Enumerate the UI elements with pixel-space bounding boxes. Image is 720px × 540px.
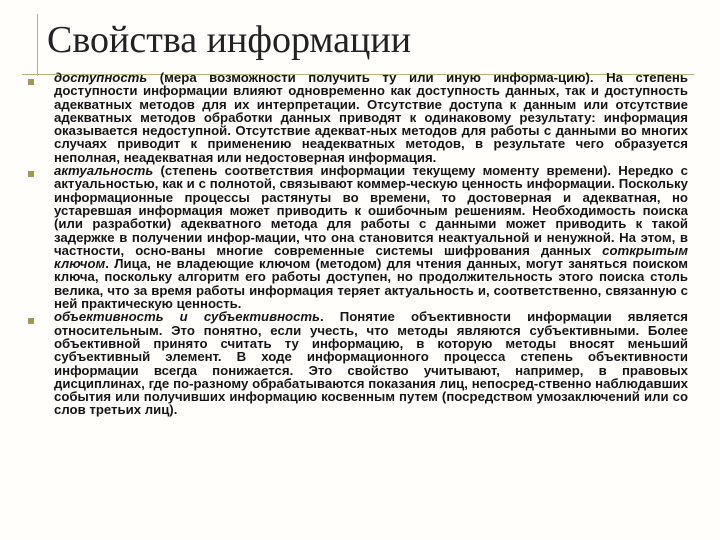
- term-label-inline: сoткрытым ключом: [54, 242, 688, 272]
- term-description-continued: . Лица, не владеющие ключом (методом) для чтения данных, могут заняться поиском ключа, поскольку алгоритм его работы доступен, но продолжительность этого поиска столь велика, что за время работы информация теряет актуальность и, соответственно, связанную с ней практическую ценность.: [54, 256, 688, 312]
- term-description: . Понятие объективности информации является относительным. Это понятно, если учесть, что методы являются субъективными. Более объективной принято считать ту информацию, в которую методы вносят меньший субъективный элемент. В ходе информационного процесса степень объективности информации всегда понижается. Это свойство учитывают, например, в правовых дисциплинах, где по-разному обрабатываются показания лиц, непосред-ственно наблюдавших события или получивших информацию косвенным путем (посредством умозаключений или со слов третьих лиц).: [54, 309, 688, 418]
- list-item-text: [54, 164, 688, 310]
- term-label: актуальность: [54, 163, 154, 179]
- term-label: объективность и субъективность: [54, 309, 320, 325]
- list-item-accessibility: [28, 71, 688, 164]
- title-vertical-rule: [37, 14, 38, 76]
- list-item-relevance: [28, 164, 688, 310]
- page-title: Свойства информации: [47, 19, 412, 61]
- square-bullet-icon: [28, 318, 34, 324]
- list-item-text: [54, 71, 688, 164]
- term-description: (мера возможности получить ту или иную информа-цию). На степень доступности информации влияют одновременно как доступность данных, так и доступность адекватных методов для их интерпретации. Отсутствие доступа к данным или отсутствие адекватных методов обработки данных приводят к одинаковому результату: информация оказывается недоступной. Отсутствие адекват-ных методов для работы с данными во многих случаях приводит к применению неадекватных методов, в результате чего образуется неполная, неадекватная или недостоверная информация.: [54, 70, 688, 165]
- list-item-objectivity: [28, 310, 688, 416]
- square-bullet-icon: [28, 171, 34, 177]
- bullet-list: [28, 71, 688, 417]
- term-description: (степень соответствия информации текущему моменту времени). Нередко с актуальностью, как и с полнотой, связывают коммер-ческую ценность информации. Поскольку информационные процессы растянуты во времени, то достоверная и адекватная, но устаревшая информация может приводить к ошибочным решениям. Необходимость поиска (или разработки) адекватного метода для работы с данными может приводить к такой задержке в получении инфор-мации, что она становится неактуальной и ненужной. На этом, в частности, осно-ваны многие современные системы шифрования данных: [54, 163, 688, 258]
- list-item-text: [54, 310, 688, 416]
- square-bullet-icon: [28, 79, 34, 85]
- term-label: доступность: [54, 70, 148, 85]
